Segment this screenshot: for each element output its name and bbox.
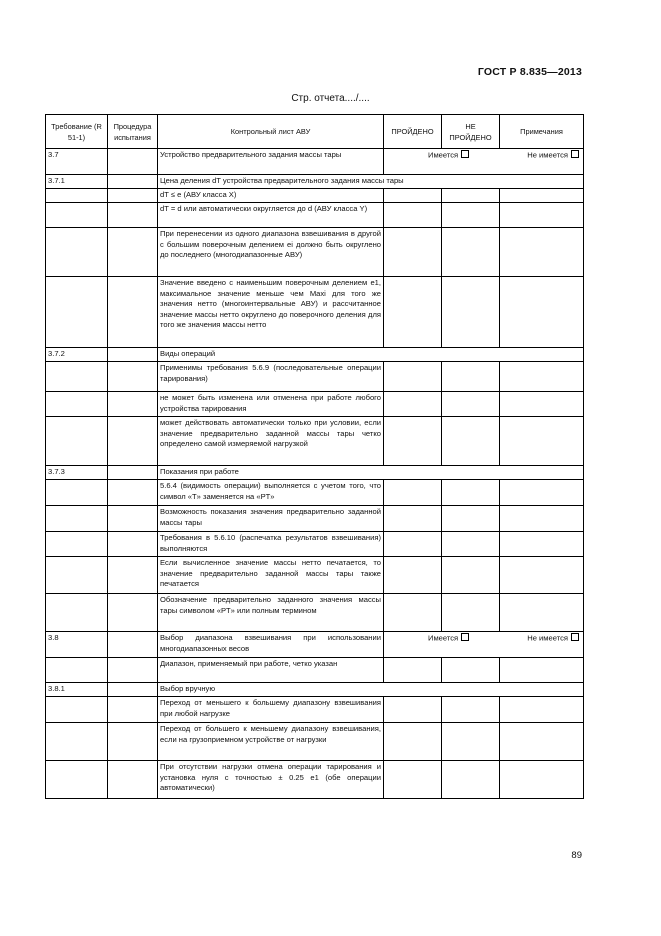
procedure-cell [108, 228, 158, 277]
checklist-item: Выбор диапазона взвешивания при использовании многодиапазонных весов [158, 632, 384, 658]
requirement-cell: 3.7.2 [46, 348, 108, 362]
option-have-label: Имеется [428, 633, 459, 643]
failed-cell[interactable] [442, 697, 500, 723]
passed-cell[interactable] [384, 506, 442, 532]
requirement-cell: 3.7.1 [46, 175, 108, 189]
section-heading: Виды операций [158, 348, 584, 362]
requirement-cell [46, 594, 108, 632]
notes-cell[interactable] [500, 277, 584, 348]
failed-cell[interactable] [442, 723, 500, 761]
failed-cell[interactable] [442, 506, 500, 532]
procedure-cell [108, 697, 158, 723]
table-row [46, 480, 584, 506]
requirement-cell: 3.7 [46, 149, 108, 175]
checklist-item: Переход от меньшего к большему диапазону взвешивания при любой нагрузке [158, 697, 384, 723]
procedure-cell [108, 480, 158, 506]
procedure-cell [108, 392, 158, 417]
table-row [46, 417, 584, 466]
checklist-item: Обозначение предварительно заданного значения массы тары символом «PT» или полным термином [158, 594, 384, 632]
failed-cell[interactable] [442, 557, 500, 594]
checklist-item: Значение введено с наименьшим поверочным делением e1, максимальное значение меньше чем Maxi для того же значения нетто (многоинтервальные АВУ) и рассчитанное значение массы нетто округлено до поверочного деления для того же значения массы нетто [158, 277, 384, 348]
table-row [46, 532, 584, 557]
passed-cell[interactable] [384, 594, 442, 632]
checkbox-icon[interactable] [461, 150, 469, 158]
passed-cell[interactable] [384, 417, 442, 466]
failed-cell[interactable] [442, 594, 500, 632]
checklist-item: Если вычисленное значение массы нетто печатается, то значение предварительно заданной массы тары также печатается [158, 557, 384, 594]
notes-cell[interactable] [500, 697, 584, 723]
checklist-item: не может быть изменена или отменена при работе любого устройства тарирования [158, 392, 384, 417]
table-header-row [46, 115, 584, 149]
passed-cell[interactable] [384, 203, 442, 228]
requirement-cell [46, 723, 108, 761]
failed-cell[interactable] [442, 277, 500, 348]
header-requirement: Требование (R 51-1) [46, 115, 108, 149]
notes-cell[interactable] [500, 594, 584, 632]
requirement-cell [46, 277, 108, 348]
failed-cell[interactable] [442, 417, 500, 466]
failed-cell[interactable] [442, 362, 500, 392]
requirement-cell: 3.8.1 [46, 683, 108, 697]
option-have-label: Имеется [428, 150, 459, 160]
notes-cell[interactable] [500, 506, 584, 532]
header-passed: ПРОЙДЕНО [384, 115, 442, 149]
checklist-item: Устройство предварительного задания массы тары [158, 149, 384, 175]
failed-cell[interactable] [442, 189, 500, 203]
options-cell [384, 149, 584, 175]
table-row [46, 466, 584, 480]
notes-cell[interactable] [500, 189, 584, 203]
passed-cell[interactable] [384, 532, 442, 557]
checklist-table [45, 114, 584, 799]
checkbox-icon[interactable] [571, 150, 579, 158]
failed-cell[interactable] [442, 532, 500, 557]
table-row [46, 658, 584, 683]
notes-cell[interactable] [500, 761, 584, 799]
requirement-cell [46, 203, 108, 228]
table-row [46, 697, 584, 723]
notes-cell[interactable] [500, 723, 584, 761]
table-row [46, 203, 584, 228]
passed-cell[interactable] [384, 189, 442, 203]
procedure-cell [108, 348, 158, 362]
passed-cell[interactable] [384, 723, 442, 761]
header-procedure: Процедура испытания [108, 115, 158, 149]
requirement-cell [46, 228, 108, 277]
requirement-cell [46, 506, 108, 532]
requirement-cell [46, 362, 108, 392]
procedure-cell [108, 683, 158, 697]
failed-cell[interactable] [442, 480, 500, 506]
page-number: 89 [571, 850, 582, 861]
checklist-item: При отсутствии нагрузки отмена операции тарирования и установка нуля с точностью ± 0.25 e1 (обе операции автоматически) [158, 761, 384, 799]
table-row [46, 594, 584, 632]
section-heading: Цена деления dT устройства предварительного задания массы тары [158, 175, 584, 189]
requirement-cell [46, 189, 108, 203]
option-none-label: Не имеется [527, 633, 568, 643]
passed-cell[interactable] [384, 277, 442, 348]
notes-cell[interactable] [500, 228, 584, 277]
notes-cell[interactable] [500, 658, 584, 683]
passed-cell[interactable] [384, 228, 442, 277]
option-have [386, 150, 469, 161]
checklist-item: Переход от большего к меньшему диапазону взвешивания, если на грузоприемном устройстве от нагрузки [158, 723, 384, 761]
table-body [46, 149, 584, 799]
requirement-cell: 3.8 [46, 632, 108, 658]
header-checklist: Контрольный лист АВУ [158, 115, 384, 149]
procedure-cell [108, 175, 158, 189]
passed-cell[interactable] [384, 362, 442, 392]
failed-cell[interactable] [442, 658, 500, 683]
procedure-cell [108, 203, 158, 228]
table-row [46, 149, 584, 175]
procedure-cell [108, 761, 158, 799]
procedure-cell [108, 658, 158, 683]
failed-cell[interactable] [442, 761, 500, 799]
procedure-cell [108, 632, 158, 658]
procedure-cell [108, 506, 158, 532]
procedure-cell [108, 362, 158, 392]
option-none [527, 633, 581, 644]
passed-cell[interactable] [384, 557, 442, 594]
header-failed: НЕ ПРОЙДЕНО [442, 115, 500, 149]
options-cell [384, 632, 584, 658]
table-row [46, 228, 584, 277]
option-have [386, 633, 469, 644]
option-none [527, 150, 581, 161]
table-row [46, 683, 584, 697]
table-row [46, 189, 584, 203]
table-row [46, 175, 584, 189]
report-page-label: Стр. отчета..../.... [291, 93, 370, 104]
requirement-cell [46, 532, 108, 557]
section-heading: Выбор вручную [158, 683, 584, 697]
failed-cell[interactable] [442, 392, 500, 417]
table-row [46, 557, 584, 594]
notes-cell[interactable] [500, 392, 584, 417]
option-none-label: Не имеется [527, 150, 568, 160]
procedure-cell [108, 557, 158, 594]
passed-cell[interactable] [384, 658, 442, 683]
notes-cell[interactable] [500, 480, 584, 506]
checklist-item: Применимы требования 5.6.9 (последовательные операции тарирования) [158, 362, 384, 392]
notes-cell[interactable] [500, 362, 584, 392]
notes-cell[interactable] [500, 532, 584, 557]
notes-cell[interactable] [500, 557, 584, 594]
table-row [46, 277, 584, 348]
failed-cell[interactable] [442, 203, 500, 228]
notes-cell[interactable] [500, 417, 584, 466]
procedure-cell [108, 723, 158, 761]
procedure-cell [108, 149, 158, 175]
procedure-cell [108, 189, 158, 203]
requirement-cell [46, 557, 108, 594]
failed-cell[interactable] [442, 228, 500, 277]
table-row [46, 348, 584, 362]
table-row [46, 506, 584, 532]
notes-cell[interactable] [500, 203, 584, 228]
header-notes: Примечания [500, 115, 584, 149]
procedure-cell [108, 532, 158, 557]
procedure-cell [108, 417, 158, 466]
checklist-item: dT = d или автоматически округляется до d (АВУ класса Y) [158, 203, 384, 228]
passed-cell[interactable] [384, 697, 442, 723]
passed-cell[interactable] [384, 480, 442, 506]
checklist-item: Диапазон, применяемый при работе, четко указан [158, 658, 384, 683]
requirement-cell [46, 480, 108, 506]
requirement-cell [46, 697, 108, 723]
checklist-item: может действовать автоматически только при условии, если значение предварительно заданной массы тары четко определено самой измеряемой нагрузкой [158, 417, 384, 466]
table-row [46, 392, 584, 417]
procedure-cell [108, 466, 158, 480]
table-row [46, 723, 584, 761]
passed-cell[interactable] [384, 392, 442, 417]
passed-cell[interactable] [384, 761, 442, 799]
procedure-cell [108, 277, 158, 348]
checkbox-icon[interactable] [571, 633, 579, 641]
checklist-item: dT ≤ e (АВУ класса X) [158, 189, 384, 203]
section-heading: Показания при работе [158, 466, 584, 480]
table-row [46, 362, 584, 392]
checklist-item: 5.6.4 (видимость операции) выполняется с учетом того, что символ «T» заменяется на «PT» [158, 480, 384, 506]
checklist-item: Требования в 5.6.10 (распечатка результатов взвешивания) выполняются [158, 532, 384, 557]
requirement-cell [46, 392, 108, 417]
table-row [46, 761, 584, 799]
checklist-item: При перенесении из одного диапазона взвешивания в другой с большим поверочным делением ei должно быть округлено до последнего (многодиапазонные АВУ) [158, 228, 384, 277]
requirement-cell [46, 761, 108, 799]
procedure-cell [108, 594, 158, 632]
table-row [46, 632, 584, 658]
requirement-cell [46, 417, 108, 466]
requirement-cell [46, 658, 108, 683]
checklist-item: Возможность показания значения предварительно заданной массы тары [158, 506, 384, 532]
checkbox-icon[interactable] [461, 633, 469, 641]
document-code: ГОСТ Р 8.835—2013 [477, 66, 582, 78]
requirement-cell: 3.7.3 [46, 466, 108, 480]
